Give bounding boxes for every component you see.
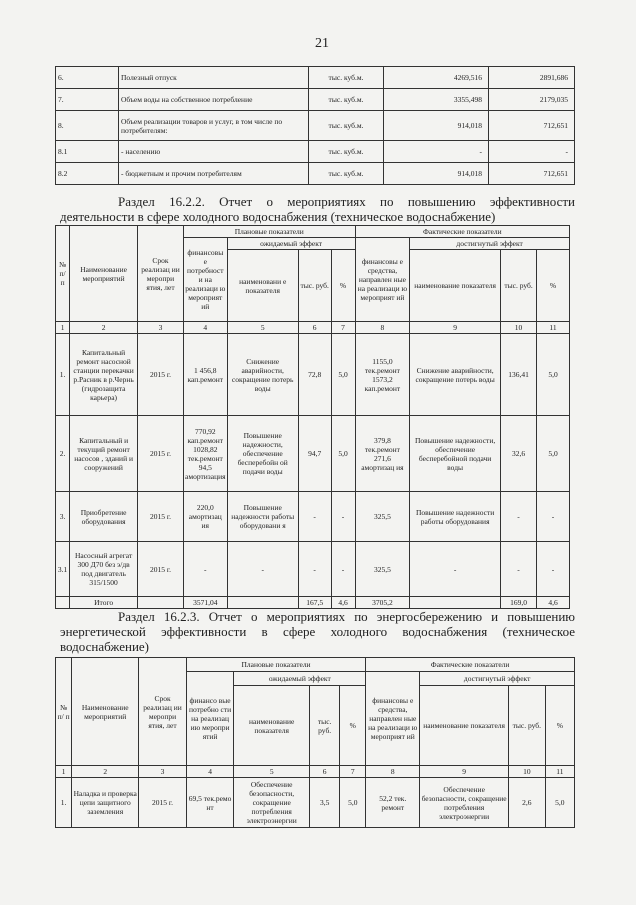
- col-header-plan-rub: тыс. руб.: [298, 250, 331, 322]
- row-fact-finance: 1155,0 тек.ремонт 1573,2 кап.ремонт: [355, 334, 410, 416]
- row-fact-finance: 52,2 тек. ремонт: [366, 778, 420, 828]
- col-header-plan-ind: наименовани е показателя: [227, 250, 298, 322]
- index-cell: 2: [70, 322, 138, 334]
- row-unit: тыс. куб.м.: [309, 67, 384, 89]
- total-num: [56, 597, 70, 609]
- row-number: 1.: [56, 334, 70, 416]
- section-heading-16-2-3: Раздел 16.2.3. Отчет о мероприятиях по энергосбережению и повышению энергетической эффективности в сфере холодного водоснабжения (техническое водоснабжение): [60, 609, 575, 654]
- col-header-fact-ind: наименование показателя: [420, 686, 509, 766]
- col-header-fact-pct: %: [537, 250, 570, 322]
- row-plan-finance: -: [183, 542, 227, 597]
- total-rub: 167,5: [298, 597, 331, 609]
- row-value-fact: -: [489, 141, 575, 163]
- energy-saving-table: [55, 657, 575, 828]
- index-cell: 11: [537, 322, 570, 334]
- col-header-fact-fin: финансовы е средства, направлен ные на реализаци ю мероприят ий: [366, 672, 420, 766]
- total-ind: [227, 597, 298, 609]
- row-plan-rub: -: [298, 492, 331, 542]
- col-header-fact-ind: наименование показателя: [410, 250, 501, 322]
- col-header-plan-fin: финансовы е потребност и на реализаци ю мероприят ий: [183, 238, 227, 322]
- row-unit: тыс. куб.м.: [309, 89, 384, 111]
- row-fact-rub: -: [501, 542, 537, 597]
- row-fact-pct: -: [537, 542, 570, 597]
- total-fin: 3571,04: [183, 597, 227, 609]
- row-plan-indicator: Повышение надежности работы оборудовани я: [227, 492, 298, 542]
- row-name: Объем реализации товаров и услуг, в том числе по потребителям:: [119, 111, 309, 141]
- row-plan-pct: -: [331, 542, 355, 597]
- total-label: Итого: [70, 597, 138, 609]
- section-heading-16-2-2: Раздел 16.2.2. Отчет о мероприятиях по повышению эффективности деятельности в сфере холодного водоснабжения (техническое водоснабжение): [60, 194, 575, 224]
- index-cell: 10: [508, 766, 545, 778]
- col-header-plan-rub: тыс. руб.: [310, 686, 340, 766]
- index-cell: 5: [227, 322, 298, 334]
- row-value-fact: 2891,686: [489, 67, 575, 89]
- row-plan-indicator: -: [227, 542, 298, 597]
- row-plan-pct: 5,0: [331, 334, 355, 416]
- row-fact-indicator: Повышение надежности, обеспечение бесперебойной подачи воды: [410, 416, 501, 492]
- index-cell: 6: [310, 766, 340, 778]
- row-value-fact: 712,651: [489, 111, 575, 141]
- row-number: 8.1: [56, 141, 119, 163]
- total-frub: 169,0: [501, 597, 537, 609]
- row-value-plan: 914,018: [384, 111, 489, 141]
- row-value-plan: 3355,498: [384, 89, 489, 111]
- row-plan-indicator: Обеспечение безопасности, сокращение потребления электроэнергии: [234, 778, 310, 828]
- col-header-fact-rub: тыс. руб.: [508, 686, 545, 766]
- row-unit: тыс. куб.м.: [309, 111, 384, 141]
- row-fact-pct: 5,0: [537, 416, 570, 492]
- row-plan-indicator: Снижение аварийности, сокращение потерь воды: [227, 334, 298, 416]
- row-number: 7.: [56, 89, 119, 111]
- col-header-planned: Плановые показатели: [183, 226, 355, 238]
- table-row: [56, 334, 570, 416]
- col-header-fact-rub: тыс. руб.: [501, 250, 537, 322]
- row-plan-rub: 94,7: [298, 416, 331, 492]
- row-plan-finance: 220,0 амортизац ия: [183, 492, 227, 542]
- row-fact-indicator: Снижение аварийности, сокращение потерь воды: [410, 334, 501, 416]
- page-number: 21: [315, 36, 329, 51]
- col-header-actual: Фактические показатели: [366, 658, 575, 672]
- index-row: [56, 766, 575, 778]
- index-cell: 5: [234, 766, 310, 778]
- col-header-plan-ind: наименование показателя: [234, 686, 310, 766]
- table-row: [56, 67, 575, 89]
- row-term: 2015 г.: [138, 542, 184, 597]
- row-number: 8.2: [56, 163, 119, 185]
- row-fact-rub: 136,41: [501, 334, 537, 416]
- table-row: [56, 141, 575, 163]
- row-term: 2015 г.: [138, 416, 184, 492]
- row-value-fact: 712,651: [489, 163, 575, 185]
- row-number: 3.1: [56, 542, 70, 597]
- col-header-name: Наименование мероприятий: [70, 226, 138, 322]
- row-name: Капитальный и текущий ремонт насосов , зданий и сооружений: [70, 416, 138, 492]
- row-value-fact: 2179,035: [489, 89, 575, 111]
- row-plan-finance: 1 456,8 кап.ремонт: [183, 334, 227, 416]
- col-header-plan-fin: финансо вые потребно сти на реализац ию меропри ятий: [186, 672, 234, 766]
- col-header-achieved: достигнутый эффект: [420, 672, 575, 686]
- row-fact-rub: -: [501, 492, 537, 542]
- row-unit: тыс. куб.м.: [309, 141, 384, 163]
- row-value-plan: -: [384, 141, 489, 163]
- row-name: Капитальный ремонт насосной станции перекачки р.Расник в р.Чернь (гидрозащита карьера): [70, 334, 138, 416]
- col-header-num: № п/ п: [56, 226, 70, 322]
- row-fact-indicator: Обеспечение безопасности, сокращение потребления электроэнергии: [420, 778, 509, 828]
- row-plan-indicator: Повышение надежности, обеспечение бесперебойн ой подачи воды: [227, 416, 298, 492]
- row-plan-finance: 69,5 тек.ремо нт: [186, 778, 234, 828]
- col-header-name: Наименование мероприятий: [72, 658, 139, 766]
- index-cell: 8: [366, 766, 420, 778]
- row-number: 2.: [56, 416, 70, 492]
- index-cell: 4: [186, 766, 234, 778]
- efficiency-measures-table: [55, 225, 570, 609]
- index-cell: 4: [183, 322, 227, 334]
- index-cell: 11: [545, 766, 574, 778]
- table-row: [56, 163, 575, 185]
- row-plan-finance: 770,92 кап.ремонт 1028,82 тек.ремонт 94,5 амортизация: [183, 416, 227, 492]
- index-cell: 1: [56, 766, 72, 778]
- total-find: [410, 597, 501, 609]
- total-fpct: 4,6: [537, 597, 570, 609]
- row-name: Насосный агрегат 300 Д70 без э/дв под двигатель 315/1500: [70, 542, 138, 597]
- index-cell: 2: [72, 766, 139, 778]
- col-header-plan-pct: %: [331, 250, 355, 322]
- index-cell: 8: [355, 322, 410, 334]
- row-name: - населению: [119, 141, 309, 163]
- total-term: [138, 597, 184, 609]
- row-name: Объем воды на собственное потребление: [119, 89, 309, 111]
- table-row: [56, 542, 570, 597]
- row-plan-rub: 72,8: [298, 334, 331, 416]
- index-cell: 3: [138, 322, 184, 334]
- index-cell: 3: [139, 766, 187, 778]
- row-fact-finance: 325,5: [355, 492, 410, 542]
- index-cell: 1: [56, 322, 70, 334]
- row-plan-pct: 5,0: [331, 416, 355, 492]
- row-fact-pct: 5,0: [545, 778, 574, 828]
- index-cell: 7: [331, 322, 355, 334]
- table-row: [56, 492, 570, 542]
- row-number: 6.: [56, 67, 119, 89]
- row-unit: тыс. куб.м.: [309, 163, 384, 185]
- col-header-actual: Фактические показатели: [355, 226, 569, 238]
- index-cell: 10: [501, 322, 537, 334]
- total-ffin: 3705,2: [355, 597, 410, 609]
- table-row: [56, 89, 575, 111]
- table-row: [56, 416, 570, 492]
- index-cell: 6: [298, 322, 331, 334]
- row-name: - бюджетным и прочим потребителям: [119, 163, 309, 185]
- row-fact-indicator: -: [410, 542, 501, 597]
- row-name: Полезный отпуск: [119, 67, 309, 89]
- col-header-expected: ожидаемый эффект: [227, 238, 355, 250]
- total-row: [56, 597, 570, 609]
- row-fact-rub: 2,6: [508, 778, 545, 828]
- col-header-fact-fin: финансовы е средства, направлен ные на реализаци ю мероприят ий: [355, 238, 410, 322]
- col-header-planned: Плановые показатели: [186, 658, 365, 672]
- col-header-plan-pct: %: [340, 686, 366, 766]
- row-plan-rub: -: [298, 542, 331, 597]
- row-number: 1.: [56, 778, 72, 828]
- row-fact-indicator: Повышение надежности работы оборудования: [410, 492, 501, 542]
- index-row: [56, 322, 570, 334]
- row-fact-finance: 379,8 тек.ремонт 271,6 амортизац ия: [355, 416, 410, 492]
- row-term: 2015 г.: [139, 778, 187, 828]
- index-cell: 9: [420, 766, 509, 778]
- row-plan-pct: 5,0: [340, 778, 366, 828]
- col-header-achieved: достигнутый эффект: [410, 238, 570, 250]
- table-row: [56, 111, 575, 141]
- col-header-term: Срок реализац ии меропри ятия, лет: [139, 658, 187, 766]
- row-plan-pct: -: [331, 492, 355, 542]
- col-header-fact-pct: %: [545, 686, 574, 766]
- col-header-term: Срок реализац ии меропри ятия, лет: [138, 226, 184, 322]
- row-name: Приобретение оборудования: [70, 492, 138, 542]
- row-fact-pct: 5,0: [537, 334, 570, 416]
- summary-table: [55, 66, 575, 185]
- row-fact-finance: 325,5: [355, 542, 410, 597]
- total-pct: 4,6: [331, 597, 355, 609]
- row-number: 3.: [56, 492, 70, 542]
- col-header-expected: ожидаемый эффект: [234, 672, 366, 686]
- row-number: 8.: [56, 111, 119, 141]
- table-row: [56, 778, 575, 828]
- row-fact-pct: -: [537, 492, 570, 542]
- index-cell: 9: [410, 322, 501, 334]
- row-value-plan: 4269,516: [384, 67, 489, 89]
- row-term: 2015 г.: [138, 492, 184, 542]
- row-name: Наладка и проверка цепи защитного заземления: [72, 778, 139, 828]
- row-term: 2015 г.: [138, 334, 184, 416]
- row-value-plan: 914,018: [384, 163, 489, 185]
- row-fact-rub: 32,6: [501, 416, 537, 492]
- index-cell: 7: [340, 766, 366, 778]
- col-header-num: № п/ п: [56, 658, 72, 766]
- row-plan-rub: 3,5: [310, 778, 340, 828]
